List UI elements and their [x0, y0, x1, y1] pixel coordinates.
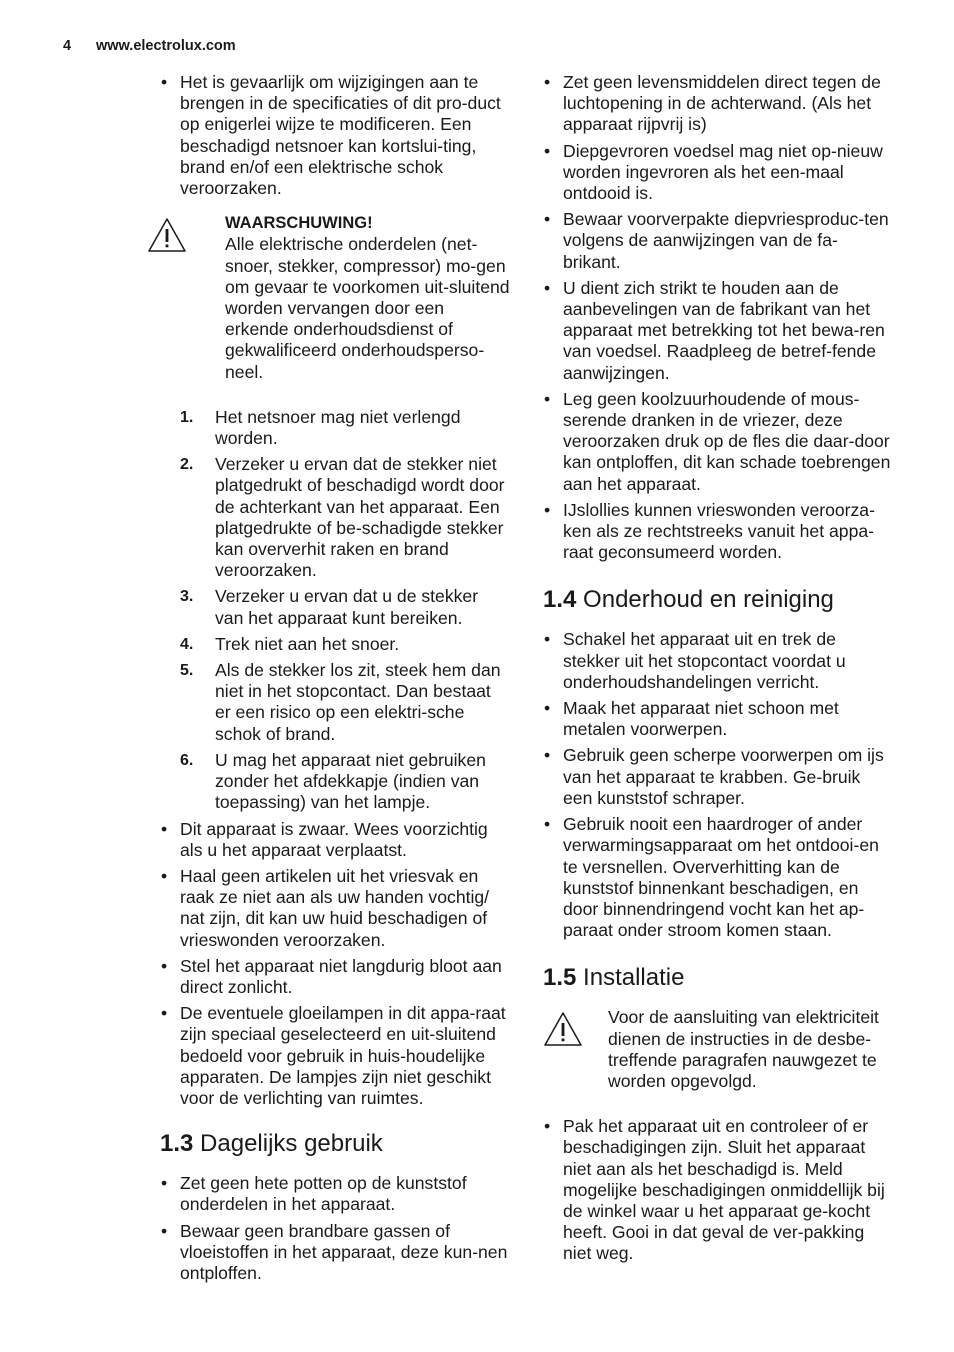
list-item: • Bewaar geen brandbare gassen of vloeistoffen in het apparaat, deze kun-nen ontploffen. [161, 1220, 508, 1283]
list-item: • De eventuele gloeilampen in dit appa-raat zijn speciaal geselecteerd en uit-sluitend bedoeld voor gebruik in huis-houdelijke apparaten. De lampjes zijn niet geschikt voor de verlichting van ruimtes. [161, 1003, 506, 1108]
numbered-item: 1. Het netsnoer mag niet verlengd worden. [180, 406, 461, 449]
warning-icon [147, 217, 187, 253]
numbered-item: 3. Verzeker u ervan dat u de stekker van het apparaat kunt bereiken. [180, 586, 479, 628]
site-url: www.electrolux.com [96, 38, 236, 54]
warning-icon [543, 1011, 583, 1047]
warning-block [160, 213, 510, 383]
list-item: • Haal geen artikelen uit het vriesvak en raak ze niet aan als uw handen vochtig/ nat zijn, dit kan uw huid beschadigen of vrieswonden veroorzaken. [161, 865, 490, 950]
warning-text: Voor de aansluiting van elektriciteit dienen de instructies in de desbe-treffende paragrafen nauwgezet te worden opgevolgd. [608, 1007, 879, 1091]
list-item: • Zet geen hete potten op de kunststof onderdelen in het apparaat. [161, 1173, 467, 1215]
list-item: • Bewaar voorverpakte diepvriesproduc-ten volgens de aanwijzingen van de fa-brikant. [544, 209, 889, 272]
warning-title: WAARSCHUWING! [225, 214, 373, 233]
warning-text: Alle elektrische onderdelen (net-snoer, stekker, compressor) mo-gen om gevaar te voorkomen uit-sluitend worden vervangen door een erkende onderhoudsdienst of gekwalificeerd onderhoudsperso-neel. [225, 234, 510, 382]
list-item: • Het is gevaarlijk om wijzigingen aan te brengen in de specificaties of dit pro-duct op enigerlei wijze te modificeren. Een beschadigd netsnoer kan kortslui-ting, brand en/of een elektrische schok veroorzaken. [161, 72, 501, 199]
section-heading-1-5: 1.5 Installatie [543, 964, 685, 992]
section-heading-1-4: 1.4 Onderhoud en reiniging [543, 586, 834, 614]
list-item: • Diepgevroren voedsel mag niet op-nieuw worden ingevroren als het een-maal ontdooid is. [544, 140, 883, 204]
list-item: • Leg geen koolzuurhoudende of mous-serende dranken in de vriezer, deze veroorzaken druk op de fles die daar-door kan ontploffen, dit kan schade toebrengen aan het apparaat. [544, 388, 891, 494]
numbered-item: 6. U mag het apparaat niet gebruiken zonder het afdekkapje (indien van toepassing) van het lampje. [180, 749, 486, 813]
list-item: • Dit apparaat is zwaar. Wees voorzichtig als u het apparaat verplaatst. [161, 818, 488, 860]
list-item: • Gebruik nooit een haardroger of ander verwarmingsapparaat om het ontdooi-en te versnellen. Oververhitting kan de kunststof binnenkant beschadigen, en door binnendringend vocht kan het ap-paraat onder stroom komen staan. [544, 814, 879, 941]
list-item: • IJslollies kunnen vrieswonden veroorza-ken als ze rechtstreeks vanuit het appa-raat geconsumeerd worden. [544, 499, 875, 563]
numbered-item: 4. Trek niet aan het snoer. [180, 633, 400, 654]
list-item: • Pak het apparaat uit en controleer of er beschadigingen zijn. Sluit het apparaat niet aan als het beschadigd is. Meld mogelijke beschadigingen onmiddellijk bij de winkel waar u het apparaat ge-kocht heeft. Gooi in dat geval de ver-pakking niet weg. [544, 1116, 885, 1264]
numbered-item: 5. Als de stekker los zit, steek hem dan niet in het stopcontact. Dan bestaat er een risico op een elektri-sche schok of brand. [180, 660, 501, 744]
installation-warning [543, 1007, 893, 1092]
right-column [543, 72, 893, 1270]
list-item: • Gebruik geen scherpe voorwerpen om ijs van het apparaat te krabben. Ge-bruik een kunststof schraper. [544, 745, 884, 808]
section-heading-1-3: 1.3 Dagelijks gebruik [160, 1130, 383, 1158]
list-item: • U dient zich strikt te houden aan de aanbevelingen van de fabrikant van het apparaat met betrekking tot het bewa-ren van voedsel. Raadpleeg de betref-fende aanwijzingen. [544, 277, 885, 383]
page-header [63, 38, 236, 54]
list-item: • Stel het apparaat niet langdurig bloot aan direct zonlicht. [161, 955, 502, 997]
numbered-item: 2. Verzeker u ervan dat de stekker niet platgedrukt of beschadigd wordt door de achterkant van het apparaat. Een platgedrukte of be-schadigde stekker kan oververhit raken en brand veroorzaken. [180, 454, 505, 581]
page-number: 4 [63, 38, 72, 54]
list-item: • Maak het apparaat niet schoon met metalen voorwerpen. [544, 698, 839, 740]
list-item: • Zet geen levensmiddelen direct tegen de luchtopening in de achterwand. (Als het apparaat rijpvrij is) [544, 72, 881, 135]
left-column [160, 72, 510, 1289]
list-item: • Schakel het apparaat uit en trek de stekker uit het stopcontact voordat u onderhoudshandelingen verricht. [544, 629, 846, 692]
